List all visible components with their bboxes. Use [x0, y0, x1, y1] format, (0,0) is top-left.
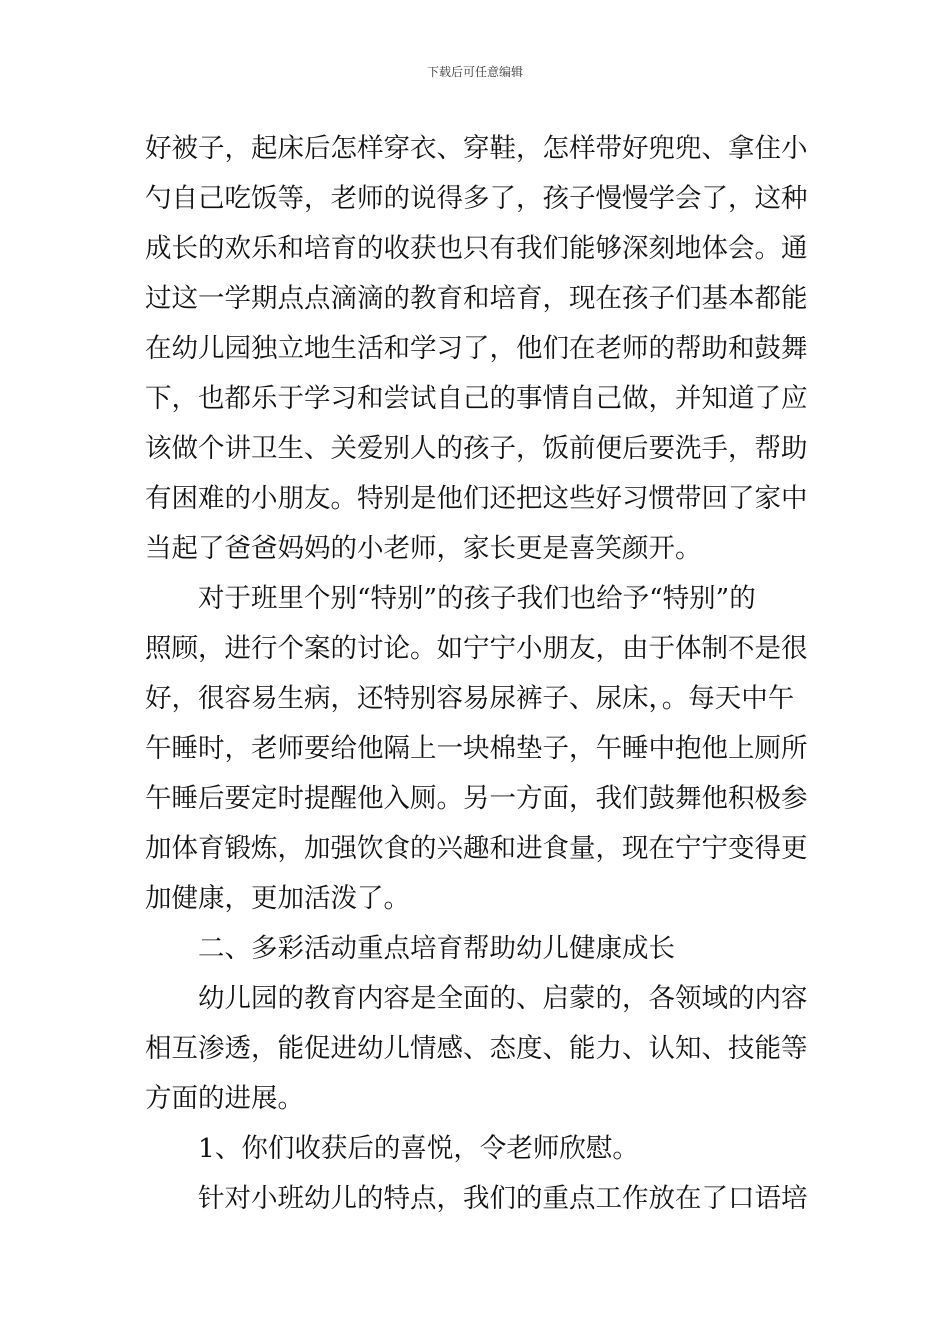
text-line: 方面的进展。 — [145, 1083, 304, 1114]
text-line: 有困难的小朋友。特别是他们还把这些好习惯带回了家中 — [145, 483, 808, 514]
text-line: 午睡时，老师要给他隔上一块棉垫子，午睡中抱他上厕所 — [145, 733, 808, 764]
text-line: 当起了爸爸妈妈的小老师，家长更是喜笑颜开。 — [145, 533, 702, 564]
text-line: 针对小班幼儿的特点，我们的重点工作放在了口语培 — [198, 1183, 808, 1214]
text-line: 过这一学期点点滴滴的教育和培育，现在孩子们基本都能 — [145, 283, 808, 314]
text-line: 下，也都乐于学习和尝试自己的事情自己做，并知道了应 — [145, 383, 808, 414]
text-line: 好被子，起床后怎样穿衣、穿鞋，怎样带好兜兜、拿住小 — [145, 133, 808, 164]
text-line: 加体育锻炼，加强饮食的兴趣和进食量，现在宁宁变得更 — [145, 833, 808, 864]
page-header: 下载后可任意编辑 — [426, 65, 523, 79]
text-line: 在幼儿园独立地生活和学习了，他们在老师的帮助和鼓舞 — [145, 333, 808, 364]
text-line: 幼儿园的教育内容是全面的、启蒙的，各领域的内容 — [198, 983, 808, 1014]
text-line: 二、多彩活动重点培育帮助幼儿健康成长 — [198, 933, 675, 964]
text-line: 相互渗透，能促进幼儿情感、态度、能力、认知、技能等 — [145, 1033, 808, 1064]
text-line: 成长的欢乐和培育的收获也只有我们能够深刻地体会。通 — [145, 233, 808, 264]
text-line: 好，很容易生病，还特别容易尿裤子、尿床，。每天中午 — [145, 683, 795, 714]
text-line: 午睡后要定时提醒他入厕。另一方面，我们鼓舞他积极参 — [145, 783, 808, 814]
text-line: 加健康，更加活泼了。 — [145, 883, 410, 914]
document-body — [145, 124, 810, 1224]
text-line: 勺自己吃饭等，老师的说得多了，孩子慢慢学会了，这种 — [145, 183, 808, 214]
text-line: 该做个讲卫生、关爱别人的孩子，饭前便后要洗手，帮助 — [145, 433, 808, 464]
text-line: 对于班里个别“特别”的孩子我们也给予“特别”的 — [198, 583, 756, 614]
text-line: 照顾，进行个案的讨论。如宁宁小朋友，由于体制不是很 — [145, 633, 808, 664]
text-line: 1、你们收获后的喜悦，令老师欣慰。 — [198, 1133, 639, 1164]
